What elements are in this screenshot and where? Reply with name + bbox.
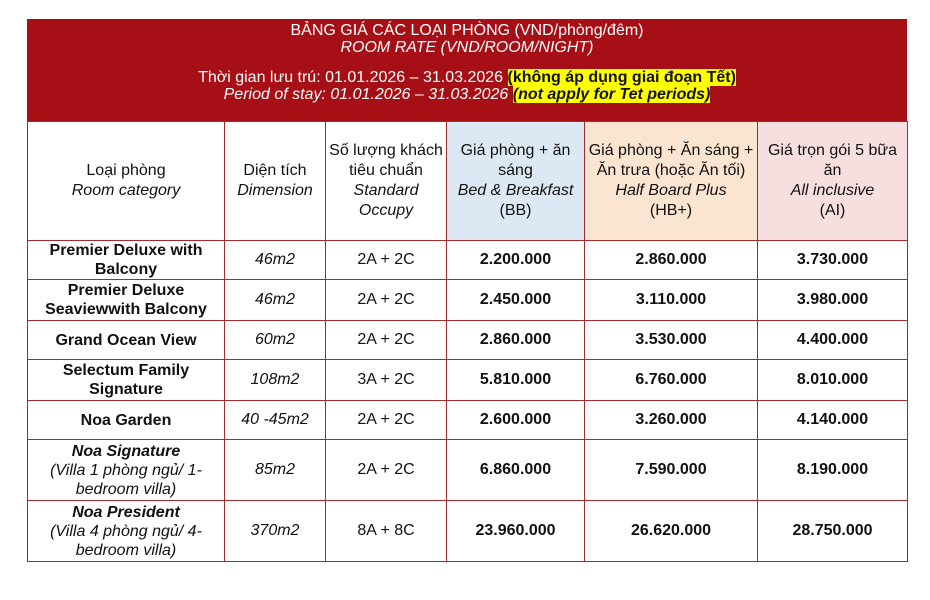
- room-occupancy: 2A + 2C: [326, 280, 447, 321]
- price-hb: 26.620.000: [585, 501, 758, 562]
- period-vi-label: Thời gian lưu trú: 01.01.2026 – 31.03.2026: [198, 69, 504, 86]
- table-header-row: [28, 122, 908, 241]
- room-occupancy: 2A + 2C: [326, 401, 447, 440]
- table-row: [28, 241, 908, 280]
- price-hb: 6.760.000: [585, 360, 758, 401]
- period-en: [27, 86, 907, 103]
- price-ai: 3.730.000: [758, 241, 908, 280]
- col-header-room: Loại phòng Room category: [28, 122, 225, 241]
- room-name: Grand Ocean View: [28, 321, 225, 360]
- price-bb: 2.860.000: [447, 321, 585, 360]
- price-bb: 2.450.000: [447, 280, 585, 321]
- rate-sheet: [27, 19, 907, 562]
- room-dimension: 108m2: [225, 360, 326, 401]
- room-dimension: 60m2: [225, 321, 326, 360]
- price-hb: 2.860.000: [585, 241, 758, 280]
- room-name: Noa President (Villa 4 phòng ngủ/ 4-bedroom villa): [28, 501, 225, 562]
- col-header-dimension: Diện tích Dimension: [225, 122, 326, 241]
- title-en: ROOM RATE (VND/ROOM/NIGHT): [340, 39, 594, 56]
- col-header-ai: Giá trọn gói 5 bữa ăn All inclusive (AI): [758, 122, 908, 241]
- room-occupancy: 2A + 2C: [326, 241, 447, 280]
- room-occupancy: 2A + 2C: [326, 440, 447, 501]
- price-bb: 23.960.000: [447, 501, 585, 562]
- table-row: [28, 501, 908, 562]
- period-en-note: (not apply for Tet periods): [512, 86, 711, 103]
- col-header-occupancy: Số lượng khách tiêu chuẩn Standard Occupy: [326, 122, 447, 241]
- price-bb: 5.810.000: [447, 360, 585, 401]
- room-dimension: 370m2: [225, 501, 326, 562]
- table-row: [28, 401, 908, 440]
- rate-banner: [27, 19, 907, 121]
- price-ai: 4.400.000: [758, 321, 908, 360]
- room-occupancy: 3A + 2C: [326, 360, 447, 401]
- room-detail: (Villa 4 phòng ngủ/ 4-bedroom villa): [50, 522, 202, 559]
- price-bb: 2.600.000: [447, 401, 585, 440]
- col-header-bb: Giá phòng + ăn sáng Bed & Breakfast (BB): [447, 122, 585, 241]
- room-dimension: 46m2: [225, 241, 326, 280]
- price-ai: 8.010.000: [758, 360, 908, 401]
- room-occupancy: 2A + 2C: [326, 321, 447, 360]
- price-ai: 8.190.000: [758, 440, 908, 501]
- price-ai: 4.140.000: [758, 401, 908, 440]
- price-bb: 2.200.000: [447, 241, 585, 280]
- period-vi-note: (không áp dụng giai đoạn Tết): [507, 69, 736, 86]
- room-occupancy: 8A + 8C: [326, 501, 447, 562]
- room-name: Selectum Family Signature: [28, 360, 225, 401]
- price-hb: 3.260.000: [585, 401, 758, 440]
- room-dimension: 85m2: [225, 440, 326, 501]
- col-header-hb: Giá phòng + Ăn sáng + Ăn trưa (hoặc Ăn tối) Half Board Plus (HB+): [585, 122, 758, 241]
- room-name: Premier Deluxe with Balcony: [28, 241, 225, 280]
- room-dimension: 46m2: [225, 280, 326, 321]
- table-row: [28, 280, 908, 321]
- room-detail: (Villa 1 phòng ngủ/ 1-bedroom villa): [50, 461, 202, 498]
- price-hb: 3.530.000: [585, 321, 758, 360]
- table-row: [28, 321, 908, 360]
- table-row: [28, 360, 908, 401]
- table-row: [28, 440, 908, 501]
- price-ai: 28.750.000: [758, 501, 908, 562]
- room-name: Premier Deluxe Seaviewwith Balcony: [28, 280, 225, 321]
- room-dimension: 40 -45m2: [225, 401, 326, 440]
- price-hb: 3.110.000: [585, 280, 758, 321]
- period-vi: [27, 69, 907, 86]
- title-vi: BẢNG GIÁ CÁC LOẠI PHÒNG (VND/phòng/đêm): [290, 22, 644, 39]
- rate-table: [27, 121, 908, 562]
- room-name: Noa Signature (Villa 1 phòng ngủ/ 1-bedroom villa): [28, 440, 225, 501]
- period-en-label: Period of stay: 01.01.2026 – 31.03.2026: [223, 86, 509, 103]
- price-bb: 6.860.000: [447, 440, 585, 501]
- price-ai: 3.980.000: [758, 280, 908, 321]
- room-name: Noa Garden: [28, 401, 225, 440]
- price-hb: 7.590.000: [585, 440, 758, 501]
